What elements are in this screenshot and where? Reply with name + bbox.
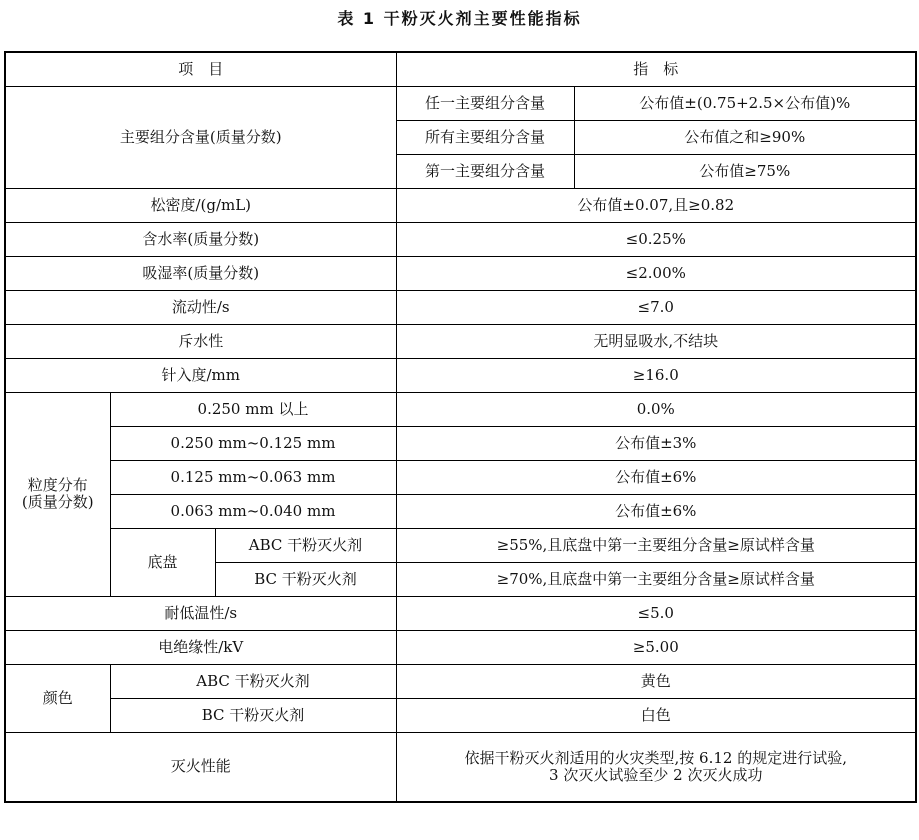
table-row xyxy=(5,358,916,392)
table-title: 表 1 干粉灭火剂主要性能指标 xyxy=(337,9,582,28)
property-label: 吸湿率(质量分数) xyxy=(5,256,396,290)
table-row xyxy=(5,392,916,426)
property-label: 含水率(质量分数) xyxy=(5,222,396,256)
pan-value: ≥70%,且底盘中第一主要组分含量≥原试样含量 xyxy=(396,562,916,596)
pan-value: ≥55%,且底盘中第一主要组分含量≥原试样含量 xyxy=(396,528,916,562)
table-row xyxy=(5,528,916,562)
header-row xyxy=(5,52,916,86)
particle-value: 0.0% xyxy=(396,392,916,426)
table-row xyxy=(5,86,916,120)
color-type: ABC 干粉灭火剂 xyxy=(110,664,396,698)
property-value: ≤7.0 xyxy=(396,290,916,324)
table-row xyxy=(5,290,916,324)
table-row xyxy=(5,188,916,222)
particle-value: 公布值±6% xyxy=(396,494,916,528)
particle-size-label xyxy=(5,392,110,596)
performance-table xyxy=(4,51,917,803)
main-component-value: 公布值之和≥90% xyxy=(574,120,916,154)
table-row xyxy=(5,596,916,630)
table-row xyxy=(5,324,916,358)
table-row xyxy=(5,460,916,494)
extinguishing-value xyxy=(396,732,916,802)
main-component-value: 公布值≥75% xyxy=(574,154,916,188)
property-value: ≤2.00% xyxy=(396,256,916,290)
extinguishing-label: 灭火性能 xyxy=(5,732,396,802)
property-value: ≤5.0 xyxy=(396,596,916,630)
table-row xyxy=(5,426,916,460)
particle-range: 0.250 mm 以上 xyxy=(110,392,396,426)
particle-value: 公布值±6% xyxy=(396,460,916,494)
main-component-name: 所有主要组分含量 xyxy=(396,120,574,154)
property-label: 电绝缘性/kV xyxy=(5,630,396,664)
table-row xyxy=(5,256,916,290)
particle-range: 0.250 mm~0.125 mm xyxy=(110,426,396,460)
extinguishing-value-line2: 3 次灭火试验至少 2 次灭火成功 xyxy=(549,765,763,784)
property-label: 针入度/mm xyxy=(5,358,396,392)
property-value: ≥5.00 xyxy=(396,630,916,664)
property-label: 斥水性 xyxy=(5,324,396,358)
property-value: ≥16.0 xyxy=(396,358,916,392)
main-component-name: 第一主要组分含量 xyxy=(396,154,574,188)
header-item: 项 目 xyxy=(5,52,396,86)
particle-size-label-line2: (质量分数) xyxy=(21,493,94,511)
table-row xyxy=(5,630,916,664)
main-component-name: 任一主要组分含量 xyxy=(396,86,574,120)
particle-range: 0.125 mm~0.063 mm xyxy=(110,460,396,494)
property-value: ≤0.25% xyxy=(396,222,916,256)
color-label: 颜色 xyxy=(5,664,110,732)
property-value: 无明显吸水,不结块 xyxy=(396,324,916,358)
property-label: 松密度/(g/mL) xyxy=(5,188,396,222)
color-type: BC 干粉灭火剂 xyxy=(110,698,396,732)
table-row xyxy=(5,698,916,732)
property-value: 公布值±0.07,且≥0.82 xyxy=(396,188,916,222)
table-row xyxy=(5,494,916,528)
main-components-label: 主要组分含量(质量分数) xyxy=(5,86,396,188)
pan-type: ABC 干粉灭火剂 xyxy=(215,528,396,562)
extinguishing-value-line1: 依据干粉灭火剂适用的火灾类型,按 6.12 的规定进行试验, xyxy=(464,748,847,767)
color-value: 白色 xyxy=(396,698,916,732)
header-spec: 指 标 xyxy=(396,52,916,86)
pan-label: 底盘 xyxy=(110,528,215,596)
table-row xyxy=(5,664,916,698)
table-row xyxy=(5,222,916,256)
property-label: 耐低温性/s xyxy=(5,596,396,630)
property-label: 流动性/s xyxy=(5,290,396,324)
pan-type: BC 干粉灭火剂 xyxy=(215,562,396,596)
particle-value: 公布值±3% xyxy=(396,426,916,460)
particle-range: 0.063 mm~0.040 mm xyxy=(110,494,396,528)
color-value: 黄色 xyxy=(396,664,916,698)
table-row xyxy=(5,732,916,802)
main-component-value: 公布值±(0.75+2.5×公布值)% xyxy=(574,86,916,120)
particle-size-label-line1: 粒度分布 xyxy=(27,476,88,494)
